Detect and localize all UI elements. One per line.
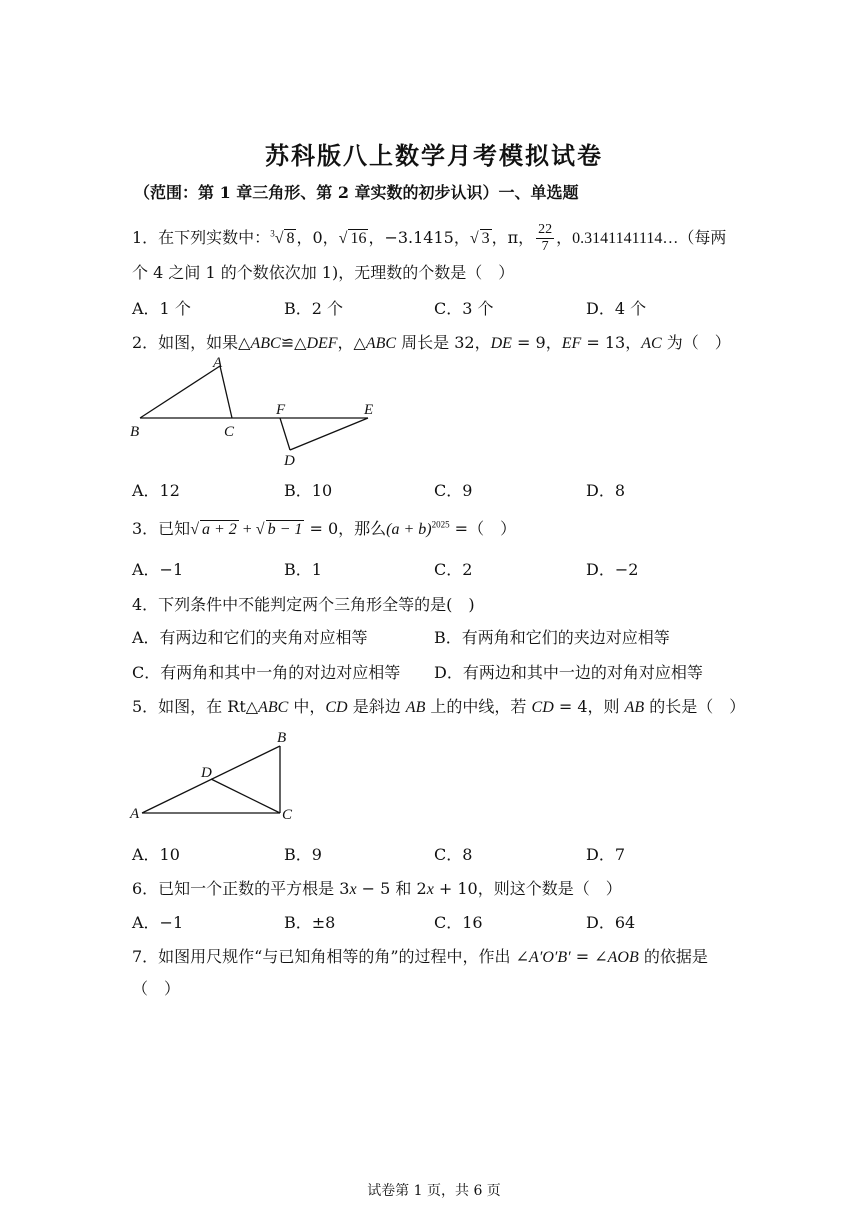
q5-option-c[interactable]: C．8 bbox=[434, 845, 473, 864]
question-6: 6．已知一个正数的平方根是 3x − 5 和 2x + 10，则这个数是（ ） bbox=[132, 879, 622, 898]
q6-option-a[interactable]: A．−1 bbox=[132, 913, 184, 932]
q5-right-triangle-figure bbox=[120, 724, 310, 828]
question-7-line-2: （ ） bbox=[132, 979, 181, 998]
label-a: A bbox=[213, 355, 223, 371]
q4-option-c[interactable]: C．有两角和其中一角的对边对应相等 bbox=[132, 663, 401, 682]
question-1: 1．在下列实数中：$^3$√ 8 ，0，√ 16 ，−3.1415，√ 3 ，π， $\frac{22}{7}$ ，0.3141141114…（每两 bbox=[132, 222, 727, 254]
q5-option-b[interactable]: B．9 bbox=[284, 845, 322, 864]
q4-option-d[interactable]: D．有两边和其中一边的对角对应相等 bbox=[434, 663, 703, 682]
question-4: 4．下列条件中不能判定两个三角形全等的是( ) bbox=[132, 595, 475, 614]
page-title: 苏科版八上数学月考模拟试卷 bbox=[265, 141, 603, 170]
q1-option-a[interactable]: A．1 个 bbox=[132, 299, 191, 318]
question-3: 3．已知√ a + 2 + √ b − 1 = 0，那么$(a + b)^{2025}$ =（ ） bbox=[132, 519, 517, 538]
q2-option-c[interactable]: C．9 bbox=[434, 481, 473, 500]
question-1-line-2: 个 4 之间 1 的个数依次加 1)，无理数的个数是（ ） bbox=[132, 263, 515, 282]
q2-option-a[interactable]: A．12 bbox=[132, 481, 180, 500]
page-footer: 试卷第 1 页，共 6 页 bbox=[367, 1183, 501, 1199]
segment-de bbox=[290, 418, 368, 450]
label-f: F bbox=[276, 402, 286, 418]
q1-option-d[interactable]: D．4 个 bbox=[586, 299, 647, 318]
q6-option-c[interactable]: C．16 bbox=[434, 913, 483, 932]
q1-option-b[interactable]: B．2 个 bbox=[284, 299, 344, 318]
q3-option-c[interactable]: C．2 bbox=[434, 560, 473, 579]
label-c: C bbox=[224, 424, 235, 440]
segment-ac bbox=[220, 366, 232, 418]
q3-option-d[interactable]: D．−2 bbox=[586, 560, 639, 579]
label-d: D bbox=[284, 453, 295, 469]
label-d: D bbox=[201, 765, 212, 781]
q3-option-b[interactable]: B．1 bbox=[284, 560, 322, 579]
q2-option-b[interactable]: B．10 bbox=[284, 481, 333, 500]
q3-option-a[interactable]: A．−1 bbox=[132, 560, 184, 579]
q1-option-c[interactable]: C．3 个 bbox=[434, 299, 494, 318]
section-heading: （范围：第 1 章三角形、第 2 章实数的初步认识）一、单选题 bbox=[134, 183, 579, 202]
q2-triangle-figure bbox=[120, 352, 390, 472]
segment-ba bbox=[140, 366, 220, 418]
fraction: $\frac{22}{7}$ bbox=[538, 222, 553, 254]
label-b: B bbox=[277, 730, 287, 746]
label-c: C bbox=[282, 807, 293, 823]
label-b: B bbox=[130, 424, 140, 440]
q5-option-a[interactable]: A．10 bbox=[132, 845, 180, 864]
q6-option-b[interactable]: B．±8 bbox=[284, 913, 336, 932]
segment-fd bbox=[280, 418, 290, 450]
label-e: E bbox=[364, 402, 374, 418]
question-7: 7．如图用尺规作“与已知角相等的角”的过程中，作出 ∠A′O′B′ = ∠AOB 的依据是 bbox=[132, 947, 708, 966]
segment-cd bbox=[211, 779, 280, 813]
q2-option-d[interactable]: D．8 bbox=[586, 481, 626, 500]
q4-option-b[interactable]: B．有两角和它们的夹边对应相等 bbox=[434, 628, 670, 647]
label-a: A bbox=[130, 806, 140, 822]
q5-option-d[interactable]: D．7 bbox=[586, 845, 626, 864]
q6-option-d[interactable]: D．64 bbox=[586, 913, 636, 932]
question-2: 2．如图，如果△ABC≌△DEF，△ABC 周长是 32，DE = 9，EF = 13，AC 为（ ） bbox=[132, 333, 731, 352]
question-5: 5．如图，在 Rt△ABC 中，CD 是斜边 AB 上的中线，若 CD = 4，则 AB 的长是（ ） bbox=[132, 697, 746, 716]
q4-option-a[interactable]: A．有两边和它们的夹角对应相等 bbox=[132, 628, 368, 647]
